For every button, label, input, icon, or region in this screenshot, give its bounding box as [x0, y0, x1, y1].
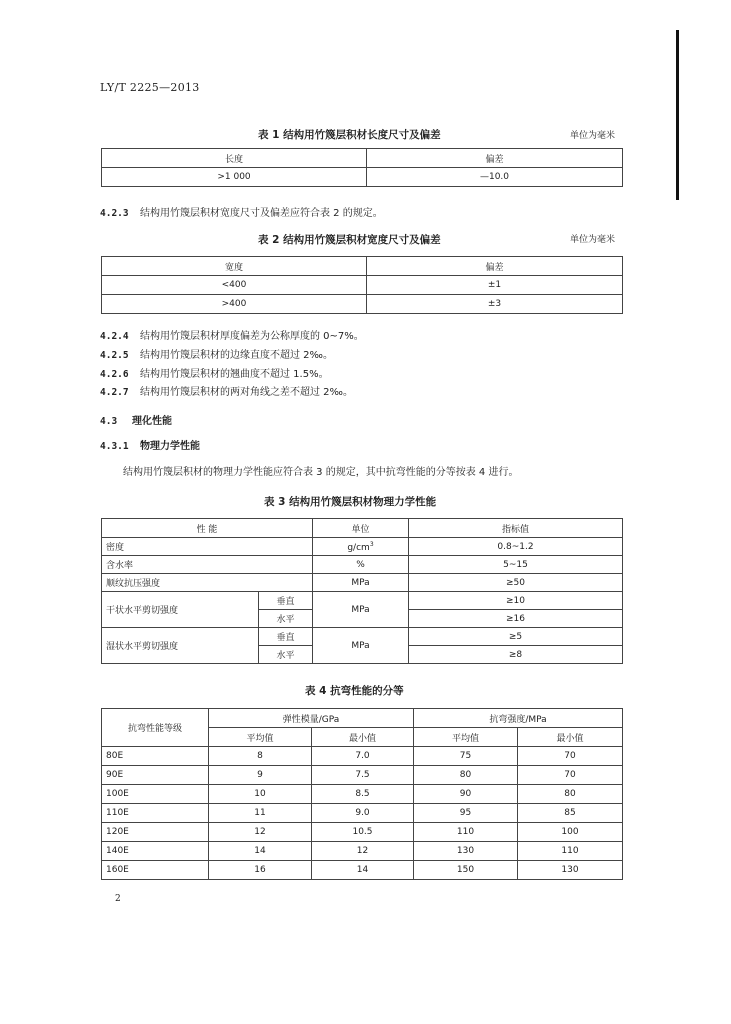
table-cell: 16 — [209, 861, 312, 880]
table4 — [101, 708, 623, 880]
table-cell: 10.5 — [312, 823, 414, 842]
table3-caption: 表 3 结构用竹篾层积材物理力学性能 — [264, 496, 437, 508]
table-cell: 垂直 — [259, 628, 313, 646]
table-cell: 70 — [518, 747, 623, 766]
table3 — [101, 518, 623, 664]
table-cell: 110E — [102, 804, 209, 823]
table-cell: 7.5 — [312, 766, 414, 785]
paragraph-4-2-3 — [100, 204, 383, 219]
table-cell: 150 — [414, 861, 518, 880]
table-cell: 密度 — [102, 538, 313, 556]
table-cell: 干状水平剪切强度 — [102, 592, 259, 628]
table-cell — [313, 538, 409, 556]
table-cell: 130 — [414, 842, 518, 861]
table1 — [101, 148, 623, 187]
clause-number: 4.2.7 — [100, 387, 129, 398]
clause-text: 结构用竹篾层积材的两对角线之差不超过 2‰。 — [140, 387, 353, 398]
paragraph-4-2-5 — [100, 346, 333, 361]
table-row — [102, 804, 623, 823]
table-row — [102, 823, 623, 842]
table-row — [102, 766, 623, 785]
paragraph-4-2-7 — [100, 383, 353, 398]
table-cell: 110 — [518, 842, 623, 861]
table3-header-unit: 单位 — [313, 519, 409, 538]
table-cell: 85 — [518, 804, 623, 823]
table-cell: >400 — [102, 295, 367, 314]
clause-text: 结构用竹篾层积材厚度偏差为公称厚度的 0~7%。 — [140, 331, 364, 342]
table4-header-modulus: 弹性模量/GPa — [209, 709, 414, 728]
unit-text: g/cm — [347, 542, 370, 553]
table-row — [102, 538, 623, 556]
table-cell: 7.0 — [312, 747, 414, 766]
table-cell: 5~15 — [409, 556, 623, 574]
table-cell: 95 — [414, 804, 518, 823]
table-row — [102, 747, 623, 766]
table2-header-width: 宽度 — [102, 257, 367, 276]
table-cell: ≥16 — [409, 610, 623, 628]
table-cell: 9.0 — [312, 804, 414, 823]
table4-subheader: 最小值 — [518, 728, 623, 747]
table1-header-deviation: 偏差 — [367, 149, 623, 168]
table-cell: MPa — [313, 628, 409, 664]
table-cell: 12 — [209, 823, 312, 842]
table-cell: <400 — [102, 276, 367, 295]
section-title: 物理力学性能 — [140, 441, 200, 452]
table2-header-deviation: 偏差 — [367, 257, 623, 276]
table-cell: 含水率 — [102, 556, 313, 574]
table4-subheader: 平均值 — [209, 728, 312, 747]
clause-text: 结构用竹篾层积材的翘曲度不超过 1.5%。 — [140, 369, 329, 380]
section-number: 4.3 — [100, 416, 118, 427]
body-paragraph: 结构用竹篾层积材的物理力学性能应符合表 3 的规定，其中抗弯性能的分等按表 4 进行。 — [123, 467, 519, 478]
table-cell: MPa — [313, 574, 409, 592]
table-cell: 8 — [209, 747, 312, 766]
table-cell: ±3 — [367, 295, 623, 314]
table-cell: 顺纹抗压强度 — [102, 574, 313, 592]
section-title: 理化性能 — [132, 416, 172, 427]
paragraph-4-2-6 — [100, 365, 329, 380]
table4-subheader: 平均值 — [414, 728, 518, 747]
table-row — [102, 556, 623, 574]
unit-superscript: 3 — [369, 540, 374, 548]
page-number: 2 — [115, 894, 121, 904]
table-cell: 140E — [102, 842, 209, 861]
table-row — [102, 276, 623, 295]
table3-header-value: 指标值 — [409, 519, 623, 538]
table-cell: 14 — [312, 861, 414, 880]
table-cell: 120E — [102, 823, 209, 842]
table-cell: 0.8~1.2 — [409, 538, 623, 556]
table4-header-grade: 抗弯性能等级 — [102, 709, 209, 747]
table-row — [102, 861, 623, 880]
table2-caption: 表 2 结构用竹篾层积材宽度尺寸及偏差 — [258, 234, 441, 246]
table-cell: ≥10 — [409, 592, 623, 610]
table-row — [102, 842, 623, 861]
clause-number: 4.2.6 — [100, 369, 129, 380]
table-cell: 160E — [102, 861, 209, 880]
table4-header-strength: 抗弯强度/MPa — [414, 709, 623, 728]
table-cell: 11 — [209, 804, 312, 823]
table-cell: 100E — [102, 785, 209, 804]
table1-caption: 表 1 结构用竹篾层积材长度尺寸及偏差 — [258, 129, 441, 141]
standard-code: LY/T 2225—2013 — [100, 81, 200, 94]
section-heading-4-3-1 — [100, 437, 200, 452]
table-cell: ≥50 — [409, 574, 623, 592]
table-cell: ±1 — [367, 276, 623, 295]
table-cell: 10 — [209, 785, 312, 804]
table-cell: 130 — [518, 861, 623, 880]
table-row — [102, 295, 623, 314]
table-cell: 80 — [414, 766, 518, 785]
table-cell: 90E — [102, 766, 209, 785]
table-cell: 水平 — [259, 610, 313, 628]
table-cell: 90 — [414, 785, 518, 804]
table-cell: 80 — [518, 785, 623, 804]
table2-unit: 单位为毫米 — [570, 235, 616, 245]
table-cell: >1 000 — [102, 168, 367, 187]
table-cell: 湿状水平剪切强度 — [102, 628, 259, 664]
table-row — [102, 574, 623, 592]
table-cell: 70 — [518, 766, 623, 785]
section-heading-4-3 — [100, 412, 172, 427]
table-cell: 110 — [414, 823, 518, 842]
table-cell: 80E — [102, 747, 209, 766]
section-number: 4.3.1 — [100, 441, 129, 452]
table-cell: —10.0 — [367, 168, 623, 187]
table-cell: 14 — [209, 842, 312, 861]
table-cell: 垂直 — [259, 592, 313, 610]
clause-text: 结构用竹篾层积材的边缘直度不超过 2‰。 — [140, 350, 333, 361]
table-cell: 9 — [209, 766, 312, 785]
table-row — [102, 592, 623, 610]
clause-number: 4.2.4 — [100, 331, 129, 342]
table3-header-property: 性 能 — [102, 519, 313, 538]
table-cell: 水平 — [259, 646, 313, 664]
clause-text: 结构用竹篾层积材宽度尺寸及偏差应符合表 2 的规定。 — [140, 208, 383, 219]
table-cell: MPa — [313, 592, 409, 628]
table-cell: 8.5 — [312, 785, 414, 804]
table-cell: ≥5 — [409, 628, 623, 646]
scan-artifact-line — [676, 30, 679, 200]
table-cell: ≥8 — [409, 646, 623, 664]
paragraph-4-2-4 — [100, 327, 364, 342]
table-cell: 100 — [518, 823, 623, 842]
table-row — [102, 628, 623, 646]
table4-caption: 表 4 抗弯性能的分等 — [305, 685, 404, 697]
table-cell: 12 — [312, 842, 414, 861]
clause-number: 4.2.5 — [100, 350, 129, 361]
table4-subheader: 最小值 — [312, 728, 414, 747]
table1-header-length: 长度 — [102, 149, 367, 168]
table-row — [102, 785, 623, 804]
table-cell: 75 — [414, 747, 518, 766]
table-row — [102, 168, 623, 187]
clause-number: 4.2.3 — [100, 208, 129, 219]
table1-unit: 单位为毫米 — [570, 131, 616, 141]
table2 — [101, 256, 623, 314]
table-cell: % — [313, 556, 409, 574]
